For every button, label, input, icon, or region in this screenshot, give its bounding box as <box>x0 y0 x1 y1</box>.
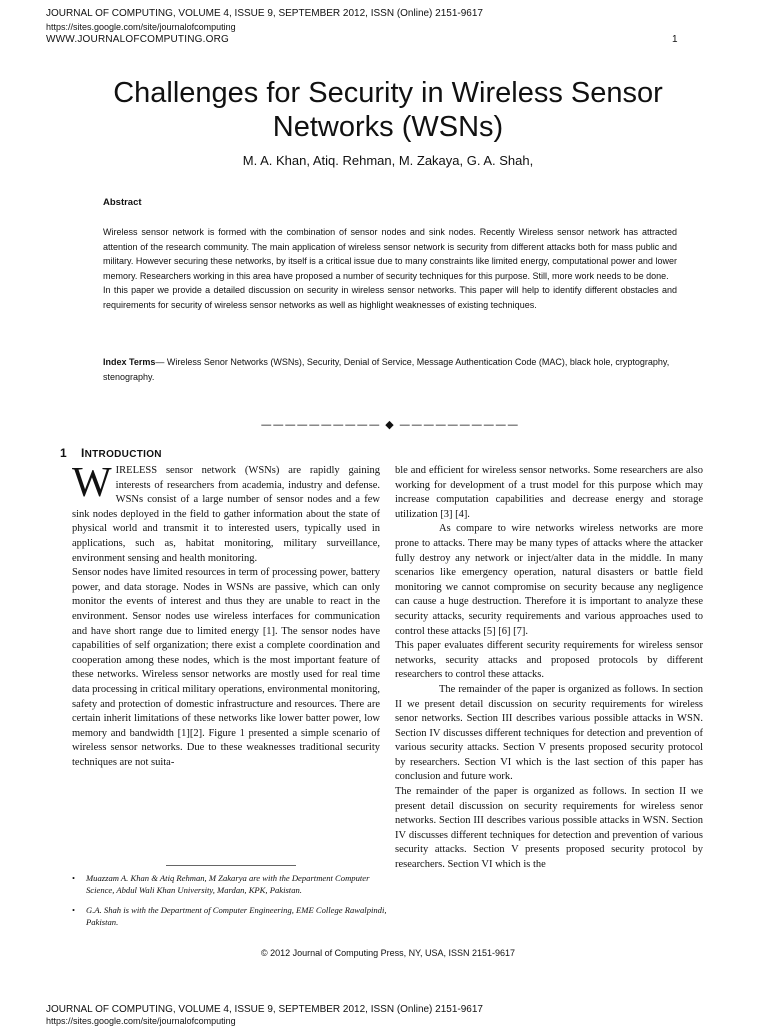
footnotes <box>72 872 387 936</box>
footnote <box>72 904 387 928</box>
abstract-heading: Abstract <box>103 197 142 208</box>
bullet-icon: • <box>72 905 76 915</box>
footnote-text: G.A. Shah is with the Department of Computer Engineering, EME College Rawalpindi, Pakistan. <box>86 905 387 927</box>
body-paragraph <box>72 460 380 566</box>
footnote-text: Muazzam A. Khan & Atiq Rehman, M Zakarya are with the Department Computer Science, Abdul Wali Khan University, Mardan, KPK, Pakistan. <box>86 873 370 895</box>
page-number: 1 <box>672 34 678 45</box>
paragraph-text: sensor network (WSNs) are rapidly gaining interests of researchers from academia, industry and defense. WSNs consist of a large number of sensor nodes and a few sink nodes deployed in the field to gather information about the state of physical world and transmit it to interested users, typically used in applications, such as, habitat monitoring, military surveillance, environment sensing and health monitoring. <box>72 465 380 564</box>
index-terms <box>103 355 677 384</box>
index-terms-label: Index Terms <box>103 357 156 367</box>
journal-site[interactable]: WWW.JOURNALOFCOMPUTING.ORG <box>46 34 229 45</box>
footnote <box>72 872 387 896</box>
abstract-body <box>103 225 677 312</box>
body-paragraph: This paper evaluates different security requirements for wireless sensor networks, security attacks and proposed protocols by different researchers to control these attacks. <box>395 640 703 681</box>
journal-url[interactable]: https://sites.google.com/site/journalofcomputing <box>46 22 236 32</box>
body-paragraph: The remainder of the paper is organized as follows. In section II we present detail discussion on security requirements for wireless senor networks. Section III describes various possible attacks in WSN. Section IV discusses different techniques for detection and prevention of various security attacks. Section V presents proposed security protocol by researchers. Section VI which is the last section of this paper has conclusion and future work. <box>395 683 703 783</box>
paper-authors: M. A. Khan, Atiq. Rehman, M. Zakaya, G. A. Shah, <box>242 153 534 168</box>
bullet-icon: • <box>72 873 76 883</box>
footnote-rule <box>166 865 296 866</box>
body-paragraph: The remainder of the paper is organized as follows. In section II we present detail discussion on security requirements for wireless senor networks. Section III describes various possible attacks in WSN. Section IV discusses different techniques for detection and prevention of various security attacks. Section V presents proposed security protocol by researchers. Section VI which is the <box>395 786 703 871</box>
drop-cap: W <box>72 460 112 506</box>
section-title-initial: I <box>80 446 85 460</box>
body-paragraph: ble and efficient for wireless sensor networks. Some researchers are also working for development of a trust model for this purpose which may increase computation capabilities and decrease energy and storage utilization [3] [4]. <box>395 465 703 520</box>
right-column <box>395 464 703 873</box>
section-divider: —————————— ◆ —————————— <box>260 418 520 431</box>
section-number: 1 <box>60 446 67 460</box>
footer-url[interactable]: https://sites.google.com/site/journalofcomputing <box>46 1016 236 1026</box>
first-word-rest: IRELESS <box>115 465 158 476</box>
index-terms-text: — Wireless Senor Networks (WSNs), Security, Denial of Service, Message Authentication Code (MAC), black hole, cryptography, stenography. <box>103 357 670 382</box>
body-paragraph: Sensor nodes have limited resources in term of processing power, battery power, and data storage. Nodes in WSNs are passive, which can only monitor the events of interest and thus they are unable to react in the environment. Sensor nodes use wireless interfaces for communication and have short range due to limited energy [1]. The sensor nodes have capabilities of self organization; there exist a complete coordination and cooperation among these nodes, which is the most important feature of these networks. Wireless sensor networks are mostly used for real time data processing in critical military operations, environmental monitoring, safety and protection of domestic infrastructure and resources. There are certain inherit limitations of these networks like lower batter power, low memory and bandwidth [1][2]. Figure 1 presented a simple scenario of wireless sensor networks. Due to these weaknesses traditional security techniques are not suita- <box>72 567 380 768</box>
copyright-notice: © 2012 Journal of Computing Press, NY, USA, ISSN 2151-9617 <box>260 948 516 958</box>
journal-header-line: JOURNAL OF COMPUTING, VOLUME 4, ISSUE 9, SEPTEMBER 2012, ISSN (Online) 2151-9617 <box>46 8 483 19</box>
section-title-rest: NTRODUCTION <box>84 449 162 460</box>
footer-journal-line: JOURNAL OF COMPUTING, VOLUME 4, ISSUE 9, SEPTEMBER 2012, ISSN (Online) 2151-9617 <box>46 1004 483 1015</box>
abstract-paragraph: In this paper we provide a detailed discussion on security in wireless sensor networks. This paper will help to identify different obstacles and requirements for security of wireless sensor networks as well as highlight weaknesses of existing techniques. <box>103 285 677 310</box>
body-paragraph: As compare to wire networks wireless networks are more prone to attacks. There may be many types of attacks where the attacker fully destroy any network or inject/alter data in the middle. In many scenarios like emergency operation, natural disasters or battle field monitoring we cannot compromise on security because any negligence can cause a huge destruction. Therefore it is important to analyze these security attacks, security requirements and various approaches used to control these attacks [5] [6] [7]. <box>395 523 703 637</box>
left-column <box>72 460 380 770</box>
paper-title: Challenges for Security in Wireless Sensor Networks (WSNs) <box>113 77 663 143</box>
section-heading <box>60 446 162 460</box>
abstract-paragraph: Wireless sensor network is formed with the combination of sensor nodes and sink nodes. Recently Wireless sensor network has attracted attention of the research community. The main application of wireless sensor network is security from different attacks both for mass public and military. However securing these networks, by itself is a critical issue due to many constraints like limited energy, computational power and lower memory. Researchers working in this area have proposed a number of security techniques for this purpose. Still, more work needs to be done. <box>103 227 677 281</box>
